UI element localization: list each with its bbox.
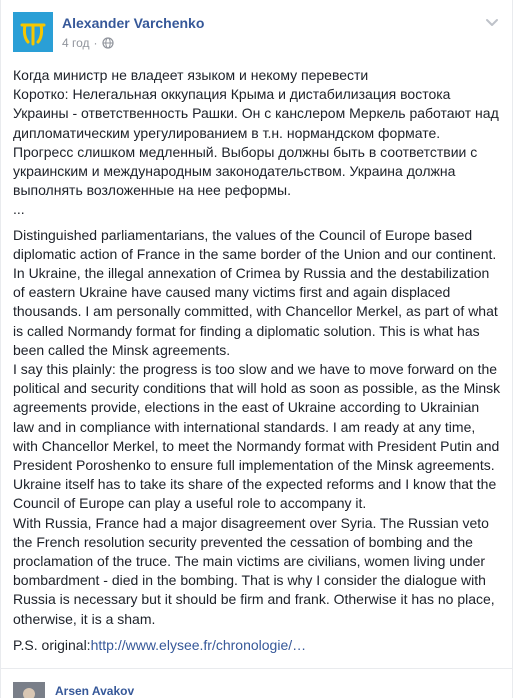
- post-paragraph: Distinguished parliamentarians, the values of the Council of Europe based diplomatic action of France in the same border of the Union and our continent. In Ukraine, the illegal annexation of Crimea by Russia and the destabilization of eastern Ukraine have caused many victims first and again displaced thousands. I am personally committed, with Chancellor Merkel, as part of what is called Normandy format for finding a diplomatic solution. This is what has been called the Minsk agreements.: [13, 226, 498, 358]
- source-link[interactable]: http://www.elysee.fr/chronologie/…: [90, 636, 307, 653]
- chevron-down-icon[interactable]: [484, 14, 500, 30]
- meta-separator: ·: [93, 36, 98, 50]
- comment: [13, 680, 502, 698]
- post-timestamp[interactable]: 4 год: [62, 36, 90, 50]
- tamga-avatar-icon[interactable]: [13, 12, 53, 52]
- post-ps-line: [13, 636, 501, 655]
- globe-icon[interactable]: [102, 37, 114, 52]
- ps-label: P.S. original:: [13, 636, 91, 653]
- comment-author-link[interactable]: Arsen Avakov: [55, 684, 135, 698]
- post-paragraph: I say this plainly: the progress is too slow and we have to move forward on the political and security conditions that will hold as soon as possible, as the Minsk agreements provide, elections in the east of Ukraine according to Ukrainian law and in compliance with international standards. I am ready at any time, with Chancellor Merkel, to meet the Normandy format with President Putin and President Poroshenko to ensure full implementation of the Minsk agreements. Ukraine itself has to take its share of the expected reforms and I know that the Council of Europe can play a useful role to accompany it.: [13, 361, 501, 512]
- person-avatar-icon[interactable]: [13, 682, 45, 698]
- comments-divider: [1, 668, 512, 669]
- post-author-link[interactable]: Alexander Varchenko: [62, 15, 205, 31]
- post-ellipsis: ...: [13, 201, 25, 218]
- post-paragraph: With Russia, France had a major disagreement over Syria. The Russian veto the French resolution security prevented the cessation of bombing and the proclamation of the truce. The main victims are civilians, women living under bombardment - died in the bombing. That is why I consider the dialogue with Russia is necessary but it should be firm and frank. Otherwise it has no place, otherwise, it is a sham.: [13, 514, 495, 627]
- post-header: [13, 12, 502, 56]
- post-meta: [62, 36, 114, 52]
- post-text-russian: Когда министр не владеет языком и некому перевести Коротко: Нелегальная оккупация Крыма и дистабилизация востока Украины - ответственность Рашки. Он с канслером Меркель работают над дипломатическим урегулированием в т.н. нормандском формате. Прогресс слишком медленный. Выборы должны быть в соответствии с украинским и международным законодательством. Украина должна выполнять возложенные на нее реформы.: [13, 67, 499, 199]
- post-body: [13, 66, 501, 655]
